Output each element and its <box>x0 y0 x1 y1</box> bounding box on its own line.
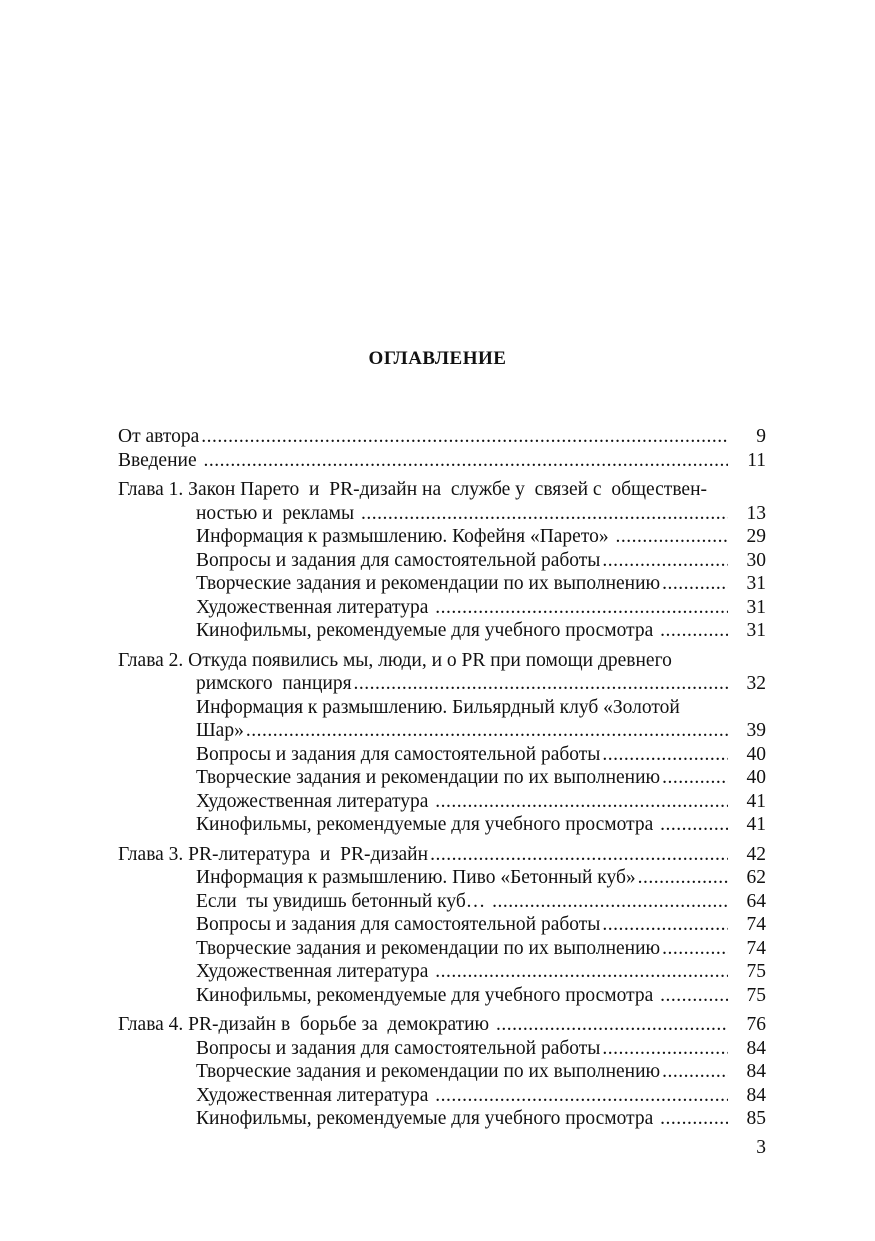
leader-dots <box>662 766 728 790</box>
toc-chapter-heading[interactable] <box>118 649 768 673</box>
leader-dots <box>492 890 728 914</box>
toc-entry-page: 31 <box>746 596 766 618</box>
leader-dots <box>602 743 728 767</box>
toc-entry-title: Кинофильмы, рекомендуемые для учебного просмотра <box>196 1108 659 1129</box>
leader-dots <box>201 425 728 449</box>
toc-entry-title: Шар» <box>196 720 244 741</box>
toc-entry-title: римского панциря <box>196 673 352 694</box>
toc-entry-title: Творческие задания и рекомендации по их выполнению <box>196 1061 661 1082</box>
toc-entry[interactable] <box>118 719 768 743</box>
toc-entry-page: 85 <box>746 1108 766 1129</box>
toc-entry-title: Информация к размышлению. Кофейня «Парето» <box>196 526 614 547</box>
toc-entry-page: 84 <box>746 1037 766 1059</box>
leader-dots <box>602 549 728 573</box>
toc-entry-title: Глава 3. PR-литература и PR-дизайн <box>118 843 429 865</box>
page-title: ОГЛАВЛЕНИЕ <box>368 348 507 369</box>
toc-entry-page: 41 <box>746 790 766 812</box>
toc-entry[interactable] <box>118 913 768 937</box>
toc-entry[interactable] <box>118 696 768 720</box>
toc-entry-title: Если ты увидишь бетонный куб… <box>196 890 491 912</box>
leader-dots <box>435 960 728 984</box>
leader-dots <box>203 449 728 473</box>
toc-entry-page: 74 <box>746 914 766 935</box>
toc-entry-title: От автора <box>118 426 200 447</box>
toc-entry[interactable] <box>118 425 768 449</box>
toc-entry-page: 29 <box>746 526 766 547</box>
toc-entry-title: Творческие задания и рекомендации по их выполнению <box>196 767 661 788</box>
toc-entry[interactable] <box>118 766 768 790</box>
toc-entry-page: 40 <box>746 767 766 788</box>
toc-entry[interactable] <box>118 937 768 961</box>
toc-entry[interactable] <box>118 1037 768 1061</box>
toc-entry-title: Кинофильмы, рекомендуемые для учебного просмотра <box>196 984 659 1006</box>
toc-entry-page: 64 <box>746 890 766 912</box>
toc-entry-page: 32 <box>746 673 766 694</box>
toc-entry[interactable] <box>118 549 768 573</box>
leader-dots <box>246 719 728 743</box>
toc-entry-title: Художественная литература <box>196 961 434 982</box>
toc-entry-title: Вопросы и задания для самостоятельной работы <box>196 549 601 571</box>
leader-dots <box>662 1060 728 1084</box>
toc-entry-page: 40 <box>746 743 766 765</box>
leader-dots <box>615 525 728 549</box>
toc-entry-title: Вопросы и задания для самостоятельной работы <box>196 743 601 765</box>
toc-entry-title: Глава 2. Откуда появились мы, люди, и о PR при помощи древнего <box>118 649 672 671</box>
toc-entry[interactable] <box>118 572 768 596</box>
toc-entry-page: 75 <box>746 961 766 982</box>
toc-entry-page: 13 <box>746 502 766 524</box>
page-number: 3 <box>756 1137 766 1158</box>
toc-entry-title: Глава 4. PR-дизайн в борьбе за демократию <box>118 1014 494 1035</box>
toc-entry[interactable] <box>118 672 768 696</box>
leader-dots <box>361 502 728 526</box>
leader-dots <box>435 1084 728 1108</box>
toc-entry-page: 11 <box>747 449 766 471</box>
leader-dots <box>662 572 728 596</box>
leader-dots <box>496 1013 728 1037</box>
toc-entry-page: 42 <box>746 843 766 865</box>
toc-entry-page: 84 <box>746 1084 766 1106</box>
toc-entry-page: 39 <box>746 720 766 741</box>
toc-entry[interactable] <box>118 743 768 767</box>
toc-entry[interactable] <box>118 449 768 473</box>
toc-entry-title: Вопросы и задания для самостоятельной работы <box>196 1037 601 1059</box>
leader-dots <box>435 596 728 620</box>
toc-entry[interactable] <box>118 1060 768 1084</box>
toc-chapter-heading[interactable] <box>118 843 768 867</box>
toc-chapter-heading[interactable] <box>118 1013 768 1037</box>
toc-entry[interactable] <box>118 960 768 984</box>
toc-entry[interactable] <box>118 525 768 549</box>
toc-entry-page: 30 <box>746 549 766 571</box>
leader-dots <box>660 1107 728 1131</box>
toc-entry-title: Вопросы и задания для самостоятельной работы <box>196 914 601 935</box>
toc-entry[interactable] <box>118 790 768 814</box>
toc-entry[interactable] <box>118 596 768 620</box>
toc-chapter-heading[interactable] <box>118 478 768 502</box>
toc-entry-page: 9 <box>756 426 766 447</box>
toc-entry-page: 41 <box>746 814 766 835</box>
toc-entry-page: 31 <box>746 573 766 594</box>
toc-entry-title: Художественная литература <box>196 790 434 812</box>
toc-entry-title: Художественная литература <box>196 596 434 618</box>
toc-entry-title: Введение <box>118 449 202 471</box>
leader-dots <box>660 984 728 1008</box>
toc-entry[interactable] <box>118 1107 768 1131</box>
leader-dots <box>660 813 728 837</box>
leader-dots <box>602 913 728 937</box>
toc-entry-title: Кинофильмы, рекомендуемые для учебного просмотра <box>196 814 659 835</box>
toc-entry[interactable] <box>118 502 768 526</box>
toc-entry-page: 84 <box>746 1061 766 1082</box>
toc-entry-title: Творческие задания и рекомендации по их выполнению <box>196 937 661 959</box>
toc-entry-title: Информация к размышлению. Пиво «Бетонный куб» <box>196 867 636 888</box>
toc-entry[interactable] <box>118 866 768 890</box>
leader-dots <box>602 1037 728 1061</box>
leader-dots <box>430 843 728 867</box>
toc-entry-page: 62 <box>746 867 766 888</box>
leader-dots <box>660 619 728 643</box>
leader-dots <box>354 672 728 696</box>
leader-dots <box>662 937 728 961</box>
toc-entry-page: 76 <box>746 1014 766 1035</box>
toc-entry-title: Художественная литература <box>196 1084 434 1106</box>
toc-entry[interactable] <box>118 1084 768 1108</box>
toc-entry-title: ностью и рекламы <box>196 502 359 524</box>
toc-entry[interactable] <box>118 984 768 1008</box>
toc-entry-title: Кинофильмы, рекомендуемые для учебного просмотра <box>196 620 659 641</box>
toc-entry-title: Информация к размышлению. Бильярдный клуб «Золотой <box>196 696 680 718</box>
table-of-contents <box>118 425 768 1131</box>
toc-entry-title: Глава 1. Закон Парето и PR-дизайн на службе у связей с обществен- <box>118 479 707 500</box>
toc-entry[interactable] <box>118 890 768 914</box>
toc-entry-page: 31 <box>746 620 766 641</box>
leader-dots <box>638 866 728 890</box>
toc-entry-page: 74 <box>746 937 766 959</box>
leader-dots <box>435 790 728 814</box>
toc-entry[interactable] <box>118 813 768 837</box>
toc-entry-title: Творческие задания и рекомендации по их выполнению <box>196 573 661 594</box>
toc-entry-page: 75 <box>746 984 766 1006</box>
toc-entry[interactable] <box>118 619 768 643</box>
